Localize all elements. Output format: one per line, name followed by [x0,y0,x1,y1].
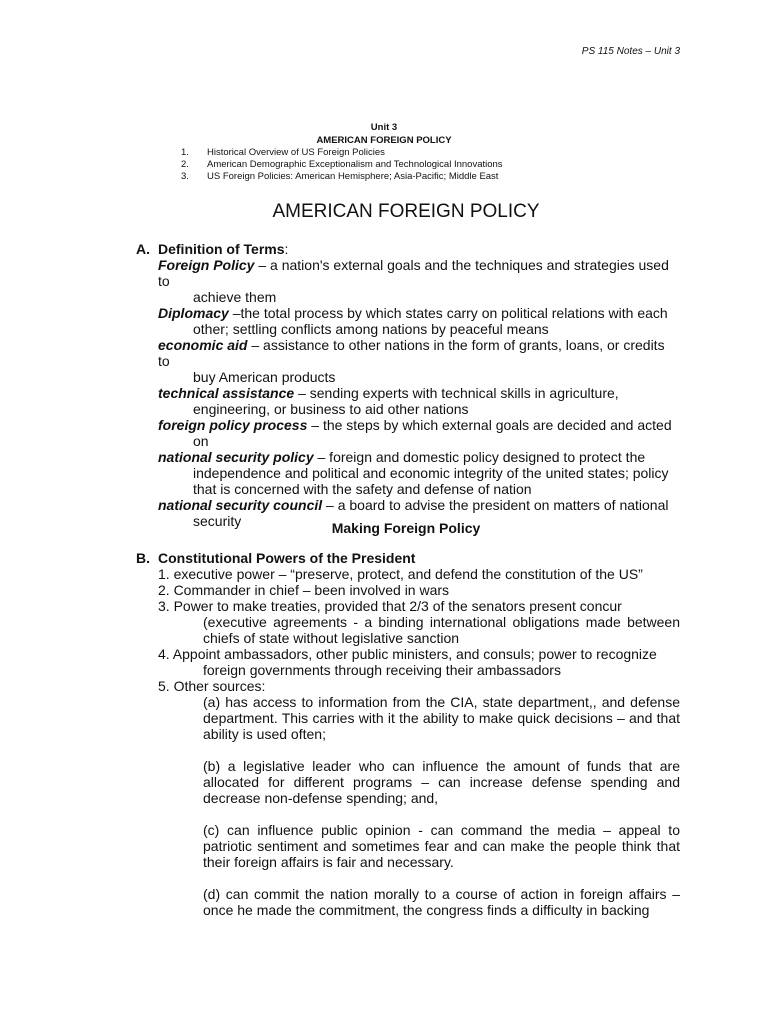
topic-text: Historical Overview of US Foreign Policies [207,147,385,158]
term-word: foreign policy process [158,417,308,433]
power-item-text: 1. executive power – “preserve, protect, and defend the constitution of the US” [158,566,643,582]
term-definition-cont: on [193,433,209,449]
other-source-paragraph: (a) has access to information from the CIA, state department,, and defense department. This carries with it the ability to make quick decisions – and that ability is used often; [203,694,680,742]
term-definition: – foreign and domestic policy designed to protect the [313,449,646,465]
unit-number: Unit 3 [370,122,398,133]
term-definition: – a nation's external goals and the techniques and strategies used to [158,257,669,289]
definition-item [158,417,680,449]
section-b-heading [136,550,680,566]
term-word: national security policy [158,449,314,465]
power-item-text: 3. Power to make treaties, provided that 2/3 of the senators present concur [158,598,622,614]
power-item [158,678,680,694]
definition-item [158,385,680,417]
term-definition: – assistance to other nations in the form of grants, loans, or credits to [158,337,665,369]
power-item-text: 2. Commander in chief – been involved in wars [158,582,450,598]
unit-title: AMERICAN FOREIGN POLICY [316,135,452,146]
topic-item [181,147,503,159]
section-a-heading [136,241,680,257]
section-definitions [136,241,680,529]
power-item-text: 5. Other sources: [158,678,266,694]
definition-item [158,337,680,385]
term-definition: – a board to advise the president on matters of national [322,497,669,513]
other-source-paragraph: (c) can influence public opinion - can command the media – appeal to patriotic sentiment and sometimes fear and can make the people think that their foreign affairs is fair and necessary. [203,822,680,870]
section-a-title: Definition of Terms [158,241,285,257]
other-source-paragraph: (d) can commit the nation morally to a course of action in foreign affairs – once he made the commitment, the congress finds a difficulty in backing [203,886,680,918]
section-b-title: Constitutional Powers of the President [158,550,416,566]
other-source-paragraph: (b) a legislative leader who can influence the amount of funds that are allocated for different programs – can increase defense spending and decrease non-defense spending; and, [203,758,680,806]
term-word: national security council [158,497,323,513]
term-word: Diplomacy [158,305,229,321]
topic-number: 2. [181,159,189,170]
definition-item [158,305,680,337]
term-definition-cont: buy American products [193,369,336,385]
definition-item [158,449,680,497]
topic-item [181,159,503,171]
power-item [158,598,680,646]
term-definition: –the total process by which states carry on political relations with each [228,305,668,321]
unit-heading [0,121,768,147]
term-definition-cont: achieve them [193,289,277,305]
section-subtitle: Making Foreign Policy [331,520,481,536]
section-a-letter: A. [136,241,150,257]
term-word: technical assistance [158,385,295,401]
topic-text: American Demographic Exceptionalism and Technological Innovations [207,159,503,170]
topic-number: 1. [181,147,189,158]
section-a-colon: : [284,241,289,257]
topic-item [181,171,503,183]
term-word: economic aid [158,337,248,353]
term-word: Foreign Policy [158,257,255,273]
term-definition: – sending experts with technical skills in agriculture, [294,385,619,401]
power-item [158,646,680,678]
section-powers [136,550,680,918]
power-item-text: 4. Appoint ambassadors, other public ministers, and consuls; power to recognize [158,646,657,662]
term-definition-cont: security [193,513,242,529]
page-title: AMERICAN FOREIGN POLICY [272,201,540,222]
definition-item [158,257,680,305]
running-header: PS 115 Notes – Unit 3 [581,46,680,57]
power-item [158,566,680,582]
topic-text: US Foreign Policies: American Hemisphere; Asia-Pacific; Middle East [207,171,499,182]
term-definition: – the steps by which external goals are decided and acted [307,417,672,433]
term-definition-cont: other; settling conflicts among nations by peaceful means [193,321,549,337]
section-b-letter: B. [136,550,150,566]
power-item [158,582,680,598]
power-item-cont: (executive agreements - a binding international obligations made between chiefs of state without legislative sanction [203,614,680,646]
topic-list [181,147,503,183]
term-definition-cont: independence and political and economic integrity of the united states; policy that is concerned with the safety and defense of nation [193,465,669,497]
term-definition-cont: engineering, or business to aid other nations [193,401,469,417]
topic-number: 3. [181,171,189,182]
power-item-cont: foreign governments through receiving their ambassadors [203,662,561,678]
